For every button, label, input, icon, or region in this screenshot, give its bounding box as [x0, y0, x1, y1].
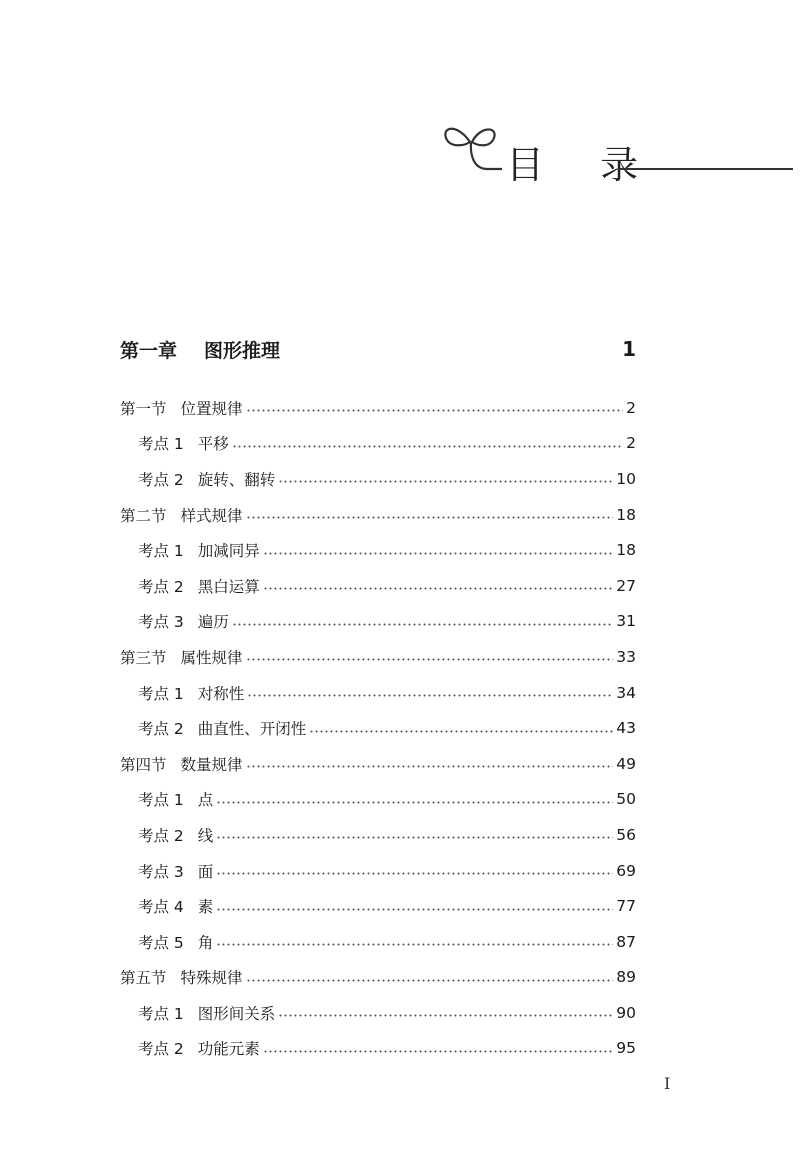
dot-leader	[246, 765, 614, 768]
dot-leader	[278, 480, 613, 483]
chapter-title: 图形推理	[204, 339, 281, 362]
toc-entry[interactable]	[120, 853, 636, 889]
toc-entry[interactable]	[120, 390, 636, 426]
entry-page: 18	[616, 505, 636, 524]
entry-title: 位置规律	[180, 399, 243, 418]
entry-number: 考点 3	[138, 862, 184, 881]
entry-title: 功能元素	[197, 1040, 260, 1059]
dot-leader	[246, 979, 614, 982]
toc-entry[interactable]	[120, 461, 636, 497]
toc-entry[interactable]	[120, 817, 636, 853]
entry-page: 34	[616, 683, 636, 702]
entry-number: 考点 2	[138, 1040, 184, 1059]
entry-title: 素	[197, 898, 214, 917]
entry-number: 考点 1	[138, 1004, 184, 1023]
entry-page: 56	[616, 825, 636, 844]
entry-number: 考点 2	[138, 577, 184, 596]
toc-list	[120, 390, 636, 1066]
entry-page: 69	[616, 861, 636, 880]
entry-page: 89	[616, 968, 636, 987]
entry-title: 特殊规律	[180, 969, 243, 988]
entry-page: 95	[616, 1039, 636, 1058]
entry-number: 考点 1	[138, 435, 184, 454]
dot-leader	[216, 836, 613, 839]
toc-entry[interactable]	[120, 924, 636, 960]
page-folio: I	[664, 1074, 671, 1093]
entry-title: 图形间关系	[197, 1004, 276, 1023]
entry-title: 属性规律	[180, 648, 243, 667]
entry-page: 77	[616, 897, 636, 916]
dot-leader	[263, 587, 613, 590]
entry-title: 曲直性、开闭性	[197, 720, 307, 739]
entry-number: 考点 2	[138, 470, 184, 489]
entry-title: 样式规律	[180, 506, 243, 525]
entry-number: 考点 3	[138, 613, 184, 632]
entry-number: 考点 2	[138, 720, 184, 739]
dot-leader	[278, 1014, 613, 1017]
dot-leader	[246, 409, 624, 412]
entry-page: 31	[616, 612, 636, 631]
toc-entry[interactable]	[120, 710, 636, 746]
entry-number: 第五节	[120, 969, 167, 988]
entry-page: 2	[626, 398, 636, 417]
entry-number: 考点 1	[138, 684, 184, 703]
entry-number: 第二节	[120, 506, 167, 525]
entry-page: 18	[616, 541, 636, 560]
entry-title: 加减同异	[197, 542, 260, 561]
dot-leader	[246, 516, 614, 519]
entry-number: 考点 1	[138, 791, 184, 810]
entry-number: 考点 1	[138, 542, 184, 561]
entry-title: 遍历	[197, 613, 229, 632]
entry-page: 87	[616, 932, 636, 951]
entry-page: 50	[616, 790, 636, 809]
page-title: 目 录	[506, 143, 661, 187]
entry-page: 90	[616, 1003, 636, 1022]
dot-leader	[263, 552, 613, 555]
toc-header	[440, 112, 795, 192]
entry-title: 黑白运算	[197, 577, 260, 596]
sprout-icon	[440, 112, 504, 182]
dot-leader	[216, 801, 613, 804]
entry-number: 第四节	[120, 755, 167, 774]
toc-entry[interactable]	[120, 497, 636, 533]
entry-title: 平移	[197, 435, 229, 454]
dot-leader	[263, 1050, 613, 1053]
entry-title: 旋转、翻转	[197, 470, 276, 489]
entry-title: 线	[197, 826, 214, 845]
entry-number: 考点 5	[138, 933, 184, 952]
chapter-heading	[120, 334, 636, 364]
toc-entry[interactable]	[120, 995, 636, 1031]
entry-number: 考点 4	[138, 898, 184, 917]
entry-title: 角	[197, 933, 214, 952]
toc-entry[interactable]	[120, 782, 636, 818]
toc-entry[interactable]	[120, 1031, 636, 1067]
dot-leader	[216, 872, 613, 875]
dot-leader	[247, 694, 613, 697]
entry-page: 27	[616, 576, 636, 595]
dot-leader	[246, 658, 614, 661]
chapter-number: 第一章	[120, 339, 178, 362]
toc-entry[interactable]	[120, 604, 636, 640]
toc-entry[interactable]	[120, 426, 636, 462]
toc-entry[interactable]	[120, 568, 636, 604]
chapter-page: 1	[622, 337, 636, 361]
toc-entry[interactable]	[120, 639, 636, 675]
entry-page: 49	[616, 754, 636, 773]
entry-number: 第一节	[120, 399, 167, 418]
entry-title: 对称性	[197, 684, 245, 703]
dot-leader	[232, 445, 623, 448]
title-rule	[618, 168, 793, 170]
entry-number: 第三节	[120, 648, 167, 667]
dot-leader	[216, 943, 613, 946]
toc-entry[interactable]	[120, 960, 636, 996]
entry-page: 43	[616, 719, 636, 738]
entry-number: 考点 2	[138, 826, 184, 845]
toc-entry[interactable]	[120, 532, 636, 568]
entry-page: 10	[616, 469, 636, 488]
toc-entry[interactable]	[120, 746, 636, 782]
toc-entry[interactable]	[120, 675, 636, 711]
toc-entry[interactable]	[120, 888, 636, 924]
entry-title: 点	[197, 791, 214, 810]
entry-title: 面	[197, 862, 214, 881]
dot-leader	[232, 623, 613, 626]
dot-leader	[309, 730, 613, 733]
dot-leader	[216, 908, 613, 911]
entry-page: 2	[626, 434, 636, 453]
entry-page: 33	[616, 647, 636, 666]
entry-title: 数量规律	[180, 755, 243, 774]
